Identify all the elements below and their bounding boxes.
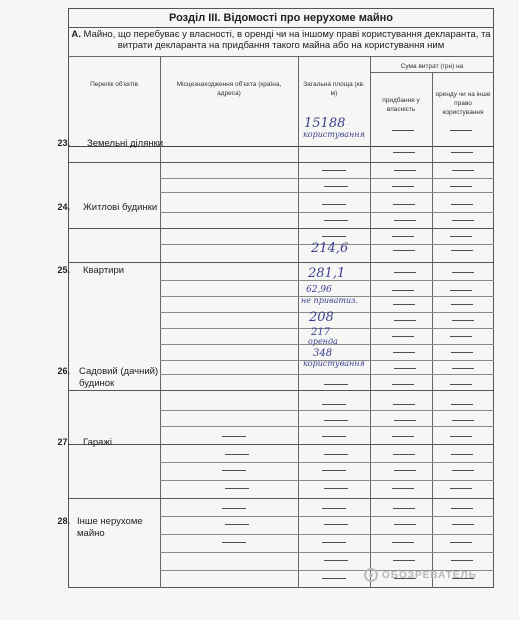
grid-row-line — [68, 498, 494, 499]
empty-value-dash — [452, 170, 474, 171]
col-divider-3 — [370, 56, 371, 588]
empty-value-dash — [392, 236, 414, 237]
empty-value-dash — [452, 320, 474, 321]
header-expenses: Сума витрат (грн) на — [400, 63, 464, 70]
empty-value-dash — [225, 454, 249, 455]
grid-row-line — [160, 178, 494, 179]
empty-value-dash — [394, 420, 416, 421]
empty-value-dash — [322, 236, 346, 237]
col-divider-2 — [298, 56, 299, 588]
empty-value-dash — [322, 404, 346, 405]
grid-row-line — [68, 390, 494, 391]
subheading-text: Майно, що перебуває у власності, в оренді чи на іншому праві користування декларанта, та витрати декларанта на придбання такого майна або на користування ним — [83, 29, 491, 51]
empty-value-dash — [452, 420, 474, 421]
empty-value-dash — [451, 250, 473, 251]
row-label-garages: Гаражі — [83, 437, 112, 448]
grid-row-line — [160, 516, 494, 517]
col-divider-4 — [432, 72, 433, 588]
subheading — [70, 29, 492, 51]
empty-value-dash — [451, 352, 473, 353]
grid-row-line — [160, 480, 494, 481]
empty-value-dash — [324, 420, 348, 421]
empty-value-dash — [322, 508, 346, 509]
empty-value-dash — [393, 304, 415, 305]
empty-value-dash — [452, 272, 474, 273]
empty-value-dash — [392, 336, 414, 337]
empty-value-dash — [222, 470, 246, 471]
header-object-list: Перелік об'єктів — [90, 81, 138, 88]
empty-value-dash — [393, 404, 415, 405]
header-location: Місцезнаходження об'єкта (країна, адреса) — [176, 81, 282, 97]
empty-value-dash — [322, 436, 346, 437]
row-number-24: 24. — [57, 202, 70, 212]
grid-row-line — [160, 426, 494, 427]
empty-value-dash — [222, 542, 246, 543]
empty-value-dash — [324, 560, 348, 561]
empty-value-dash — [393, 352, 415, 353]
empty-value-dash — [324, 384, 348, 385]
row-label-garden-house: Садовий (дачний) будинок — [79, 366, 159, 389]
empty-value-dash — [450, 130, 472, 131]
empty-value-dash — [394, 524, 416, 525]
empty-value-dash — [393, 508, 415, 509]
empty-value-dash — [450, 436, 472, 437]
empty-value-dash — [222, 436, 246, 437]
empty-value-dash — [322, 170, 346, 171]
watermark — [364, 568, 477, 582]
grid-row-line — [68, 444, 494, 445]
empty-value-dash — [393, 152, 415, 153]
handwritten-area-4: 62,96 — [306, 285, 332, 295]
empty-value-dash — [450, 236, 472, 237]
grid-row-line — [160, 374, 494, 375]
empty-value-dash — [324, 454, 348, 455]
empty-value-dash — [450, 186, 472, 187]
handwritten-area-7: 348 — [313, 348, 333, 359]
empty-value-dash — [324, 186, 348, 187]
empty-value-dash — [393, 454, 415, 455]
handwritten-area-2: 214,6 — [311, 241, 349, 256]
empty-value-dash — [392, 290, 414, 291]
row-label-apartments: Квартири — [83, 265, 125, 276]
header-total-area: Загальна площа (кв. м) — [303, 81, 365, 97]
empty-value-dash — [452, 368, 474, 369]
empty-value-dash — [451, 560, 473, 561]
empty-value-dash — [451, 204, 473, 205]
empty-value-dash — [452, 220, 474, 221]
row-label-other: Інше нерухоме майно — [77, 516, 143, 539]
header-purchase: придбання у власність — [382, 97, 420, 113]
grid-row-line — [68, 228, 494, 229]
watermark-text: ОБОЗРЕВАТЕЛЬ — [382, 569, 477, 581]
empty-value-dash — [452, 470, 474, 471]
empty-value-dash — [322, 578, 346, 579]
empty-value-dash — [393, 250, 415, 251]
handwritten-note-7: користування — [303, 359, 365, 368]
row-label-houses: Житлові будинки — [83, 202, 158, 213]
empty-value-dash — [394, 220, 416, 221]
grid-row-line — [160, 534, 494, 535]
row-number-26: 26. — [57, 366, 70, 376]
empty-value-dash — [451, 152, 473, 153]
handwritten-note-6: оренда — [308, 337, 338, 346]
empty-value-dash — [451, 454, 473, 455]
empty-value-dash — [393, 204, 415, 205]
grid-row-line — [160, 552, 494, 553]
grid-row-line — [160, 410, 494, 411]
empty-value-dash — [450, 290, 472, 291]
empty-value-dash — [394, 368, 416, 369]
empty-value-dash — [392, 436, 414, 437]
empty-value-dash — [450, 336, 472, 337]
empty-value-dash — [451, 404, 473, 405]
empty-value-dash — [324, 524, 348, 525]
handwritten-area-6: 217 — [311, 327, 331, 338]
grid-row-line — [68, 162, 494, 163]
subheading-letter: А. — [71, 29, 81, 40]
empty-value-dash — [450, 488, 472, 489]
empty-value-dash — [322, 542, 346, 543]
empty-value-dash — [225, 488, 249, 489]
handwritten-area-3: 281,1 — [308, 266, 346, 281]
empty-value-dash — [394, 320, 416, 321]
grid-row-line — [160, 192, 494, 193]
empty-value-dash — [394, 470, 416, 471]
empty-value-dash — [392, 130, 414, 131]
row-number-25: 25. — [57, 265, 70, 275]
empty-value-dash — [392, 488, 414, 489]
row-number-27: 27. — [57, 437, 70, 447]
section-title: Розділ III. Відомості про нерухоме майно — [68, 8, 494, 28]
empty-value-dash — [392, 186, 414, 187]
row-label-land: Земельні ділянки — [87, 138, 164, 149]
empty-value-dash — [394, 170, 416, 171]
row-number-23: 23. — [57, 138, 70, 148]
grid-row-line — [68, 262, 494, 263]
empty-value-dash — [450, 542, 472, 543]
empty-value-dash — [393, 560, 415, 561]
grid-row-line — [160, 212, 494, 213]
empty-value-dash — [451, 304, 473, 305]
handwritten-area-1: 15188 — [304, 116, 346, 131]
empty-value-dash — [392, 542, 414, 543]
col-divider-1 — [160, 56, 161, 588]
handwritten-note-1: користування — [303, 130, 365, 139]
row-number-28: 28. — [57, 516, 70, 526]
empty-value-dash — [324, 488, 348, 489]
handwritten-note-4: не приватиз. — [301, 296, 359, 305]
handwritten-area-5: 208 — [309, 310, 334, 325]
empty-value-dash — [324, 220, 348, 221]
empty-value-dash — [452, 524, 474, 525]
empty-value-dash — [451, 508, 473, 509]
grid-row-line — [160, 462, 494, 463]
empty-value-dash — [450, 384, 472, 385]
empty-value-dash — [222, 508, 246, 509]
empty-value-dash — [322, 204, 346, 205]
empty-value-dash — [392, 384, 414, 385]
empty-value-dash — [322, 470, 346, 471]
empty-value-dash — [394, 272, 416, 273]
header-rent: оренду чи на інше право користування — [435, 91, 491, 116]
watermark-logo-icon — [364, 568, 378, 582]
empty-value-dash — [225, 524, 249, 525]
header-top-line — [68, 56, 494, 57]
